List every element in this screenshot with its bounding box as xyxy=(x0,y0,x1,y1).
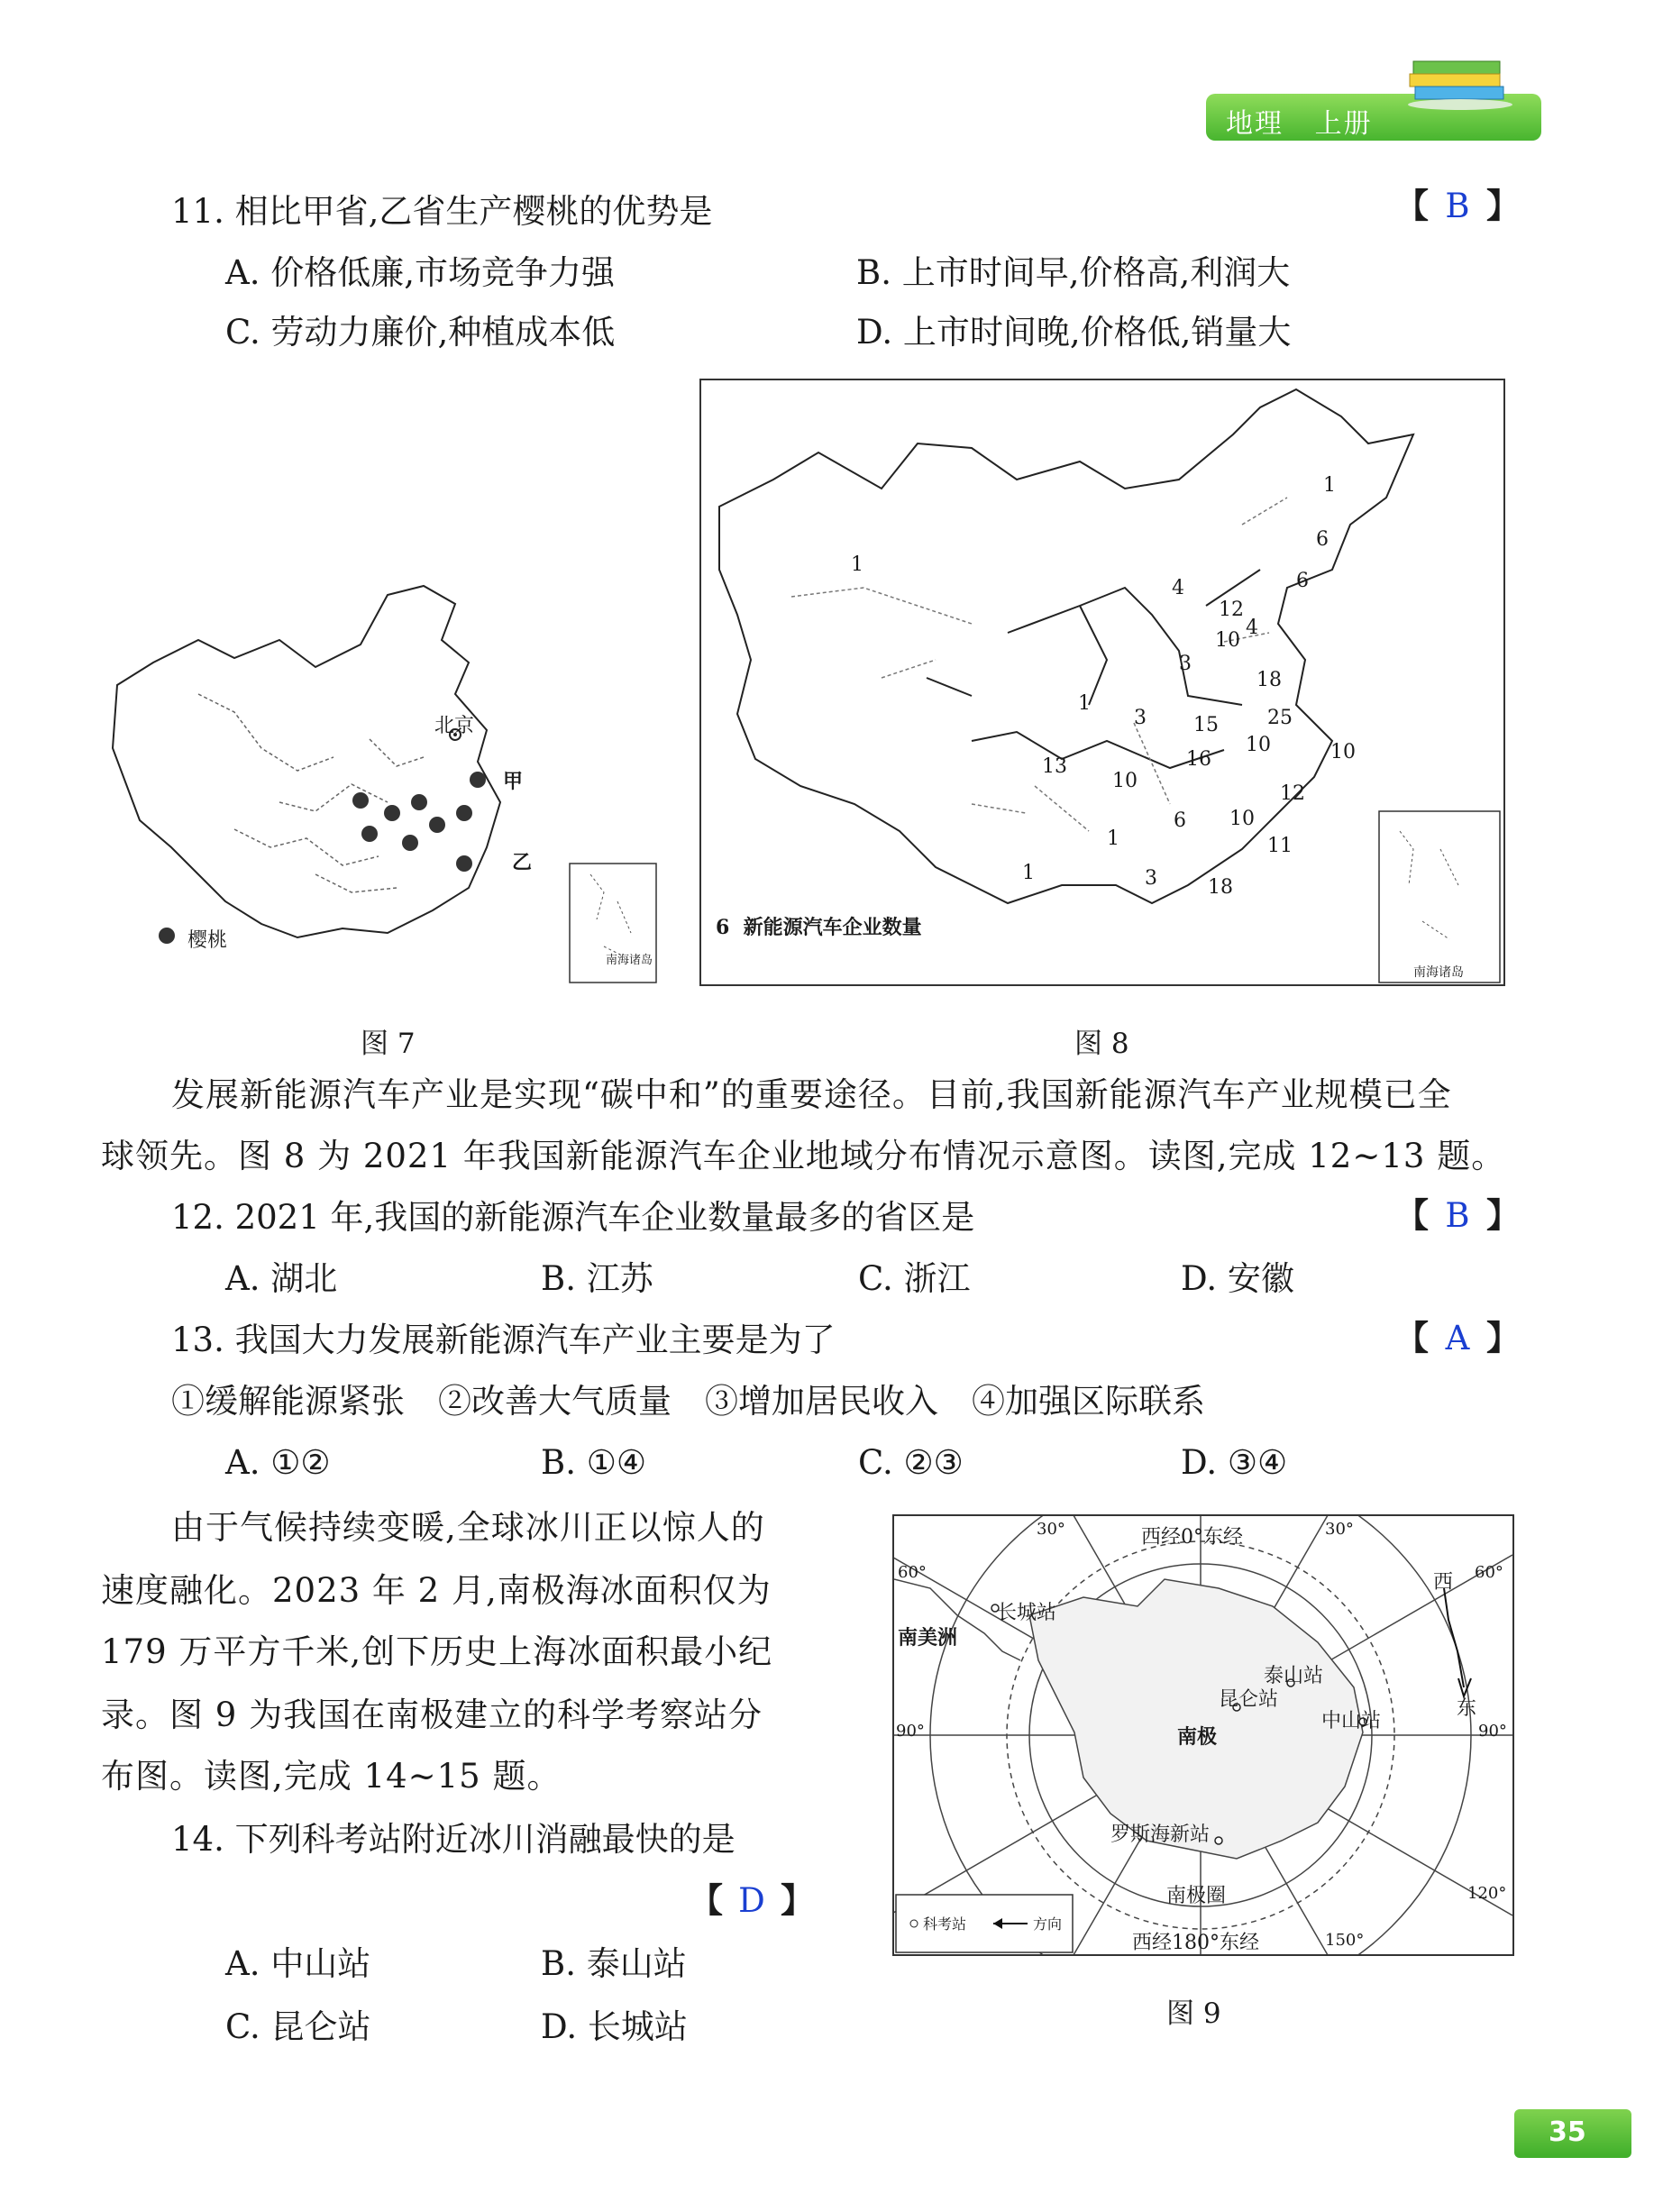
legend-direction-label: 方向 xyxy=(1033,1915,1063,1933)
east-label: 东 xyxy=(1457,1697,1477,1720)
q14-option-c: C. 昆仑站 xyxy=(225,2007,371,2046)
fig8-value-5: 4 xyxy=(1172,577,1184,599)
great-wall-station-label: 长城站 xyxy=(997,1602,1057,1624)
q12-option-d: D. 安徽 xyxy=(1181,1259,1294,1298)
q14-option-a: A. 中山站 xyxy=(225,1944,371,1983)
fig8-value-11: 1 xyxy=(1078,692,1091,715)
q11-answer: 【 B 】 xyxy=(1395,186,1520,225)
q13-items: ①缓解能源紧张 ②改善大气质量 ③增加居民收入 ④加强区际联系 xyxy=(171,1382,1205,1421)
intro14-line3: 179 万平方千米,创下历史上海冰面积最小纪 xyxy=(101,1632,773,1671)
fig8-value-9: 3 xyxy=(1179,653,1192,675)
fig8-value-14: 25 xyxy=(1267,707,1293,729)
fig9-deg90-right: 90° xyxy=(1478,1722,1507,1741)
intro14-line5: 布图。读图,完成 14~15 题。 xyxy=(101,1757,562,1796)
q13-answer: 【 A 】 xyxy=(1395,1318,1520,1357)
q11-option-c: C. 劳动力廉价,种植成本低 xyxy=(225,313,616,352)
q13-option-b: B. ①④ xyxy=(541,1443,647,1482)
antarctic-circle-label: 南极圈 xyxy=(1166,1885,1227,1907)
fig8-value-7: 10 xyxy=(1215,629,1240,652)
q12-answer-value: B xyxy=(1445,1196,1470,1235)
fig8-value-2: 1 xyxy=(851,553,863,576)
fig8-value-1: 1 xyxy=(1323,474,1336,497)
q14-option-b: B. 泰山站 xyxy=(541,1944,687,1983)
subject-label: 地理 xyxy=(1226,108,1284,140)
q14-answer-value: D xyxy=(738,1881,765,1920)
fig8-value-25: 1 xyxy=(1022,862,1035,884)
fig8-value-4: 6 xyxy=(1296,570,1309,592)
q13-answer-value: A xyxy=(1445,1319,1470,1357)
figure-9-map xyxy=(892,1514,1514,1956)
figure-7-map xyxy=(99,577,658,992)
south-pole-label: 南极 xyxy=(1177,1726,1218,1749)
volume-label: 上册 xyxy=(1314,108,1373,140)
fig9-deg30-right: 30° xyxy=(1325,1520,1354,1539)
fig8-value-16: 10 xyxy=(1330,741,1356,763)
fig9-deg60-right: 60° xyxy=(1475,1563,1503,1582)
q13-option-a: A. ①② xyxy=(225,1443,331,1482)
q11-option-b: B. 上市时间早,价格高,利润大 xyxy=(856,253,1291,292)
fig8-value-24: 11 xyxy=(1267,835,1293,857)
q12-stem: 12. 2021 年,我国的新能源汽车企业数量最多的省区是 xyxy=(171,1198,975,1237)
west-label: 西 xyxy=(1433,1571,1454,1594)
fig9-deg30-left: 30° xyxy=(1037,1520,1065,1539)
fig8-value-23: 1 xyxy=(1107,827,1119,850)
figure-7-caption: 图 7 xyxy=(361,1028,416,1060)
q13-stem: 13. 我国大力发展新能源汽车产业主要是为了 xyxy=(171,1321,836,1359)
fig9-deg60-left: 60° xyxy=(898,1563,927,1582)
fig9-top-label: 西经0°东经 xyxy=(1141,1526,1243,1549)
fig8-legend-number: 6 xyxy=(716,916,730,939)
q14-answer: 【 D 】 xyxy=(690,1880,814,1920)
intro12-line1: 发展新能源汽车产业是实现“碳中和”的重要途径。目前,我国新能源汽车产业规模已全 xyxy=(171,1075,1452,1114)
beijing-label: 北京 xyxy=(434,715,475,737)
fig8-inset-label: 南海诸岛 xyxy=(1413,965,1464,980)
fig7-inset-label: 南海诸岛 xyxy=(606,954,653,967)
q13-option-d: D. ③④ xyxy=(1181,1443,1288,1482)
kunlun-station-label: 昆仑站 xyxy=(1219,1688,1279,1711)
fig8-legend xyxy=(716,912,922,940)
books-icon xyxy=(1406,56,1514,112)
fig8-value-6: 12 xyxy=(1219,599,1244,621)
south-america-label: 南美洲 xyxy=(898,1627,958,1650)
q12-option-a: A. 湖北 xyxy=(225,1259,338,1298)
fig8-value-8: 4 xyxy=(1246,617,1258,639)
cherry-legend: 樱桃 xyxy=(187,929,228,952)
q11-stem: 11. 相比甲省,乙省生产樱桃的优势是 xyxy=(171,192,713,231)
ross-sea-station-label: 罗斯海新站 xyxy=(1110,1824,1211,1846)
q11-option-a: A. 价格低廉,市场竞争力强 xyxy=(225,253,616,292)
figure-8-caption: 图 8 xyxy=(1074,1028,1129,1060)
intro14-line2: 速度融化。2023 年 2 月,南极海冰面积仅为 xyxy=(101,1571,772,1610)
fig9-deg120: 120° xyxy=(1467,1884,1507,1903)
q12-option-b: B. 江苏 xyxy=(541,1259,653,1298)
jia-label: 甲 xyxy=(503,770,524,793)
fig8-value-22: 12 xyxy=(1280,782,1305,805)
fig9-bottom-label: 西经180°东经 xyxy=(1132,1932,1259,1954)
page-number: 35 xyxy=(1549,2116,1586,2148)
q11-answer-value: B xyxy=(1445,187,1470,225)
fig8-value-20: 6 xyxy=(1174,809,1186,832)
figure-8-map xyxy=(699,379,1505,986)
fig8-legend-text: 新能源汽车企业数量 xyxy=(743,916,922,939)
intro14-line4: 录。图 9 为我国在南极建立的科学考察站分 xyxy=(101,1696,763,1734)
fig8-value-3: 6 xyxy=(1316,528,1329,551)
fig8-value-21: 10 xyxy=(1229,808,1255,830)
fig8-value-17: 13 xyxy=(1042,755,1067,778)
q14-stem: 14. 下列科考站附近冰川消融最快的是 xyxy=(171,1820,736,1859)
q11-option-d: D. 上市时间晚,价格低,销量大 xyxy=(856,313,1292,352)
fig9-deg90-left: 90° xyxy=(896,1722,925,1741)
intro14-line1: 由于气候持续变暖,全球冰川正以惊人的 xyxy=(171,1508,765,1547)
taishan-station-label: 泰山站 xyxy=(1264,1665,1324,1687)
figure-9-caption: 图 9 xyxy=(1166,1997,1221,2030)
q13-option-c: C. ②③ xyxy=(858,1443,964,1482)
fig8-value-10: 18 xyxy=(1256,669,1282,691)
q12-answer: 【 B 】 xyxy=(1395,1195,1520,1235)
zhongshan-station-label: 中山站 xyxy=(1321,1710,1382,1732)
q14-option-d: D. 长城站 xyxy=(541,2007,688,2046)
yi-label: 乙 xyxy=(512,851,533,874)
fig8-value-27: 18 xyxy=(1208,876,1233,899)
fig8-value-18: 10 xyxy=(1112,770,1138,792)
fig8-value-19: 16 xyxy=(1186,748,1211,771)
intro12-line2: 球领先。图 8 为 2021 年我国新能源汽车企业地域分布情况示意图。读图,完成 12~13 题。 xyxy=(101,1137,1506,1175)
legend-station-label: 科考站 xyxy=(923,1915,967,1933)
q12-option-c: C. 浙江 xyxy=(858,1259,971,1298)
fig8-value-15: 10 xyxy=(1246,734,1271,756)
header-title xyxy=(1226,101,1373,141)
fig8-value-12: 3 xyxy=(1134,707,1147,729)
fig8-value-13: 15 xyxy=(1193,714,1219,736)
fig8-value-26: 3 xyxy=(1145,867,1157,890)
fig9-deg150: 150° xyxy=(1325,1931,1365,1950)
